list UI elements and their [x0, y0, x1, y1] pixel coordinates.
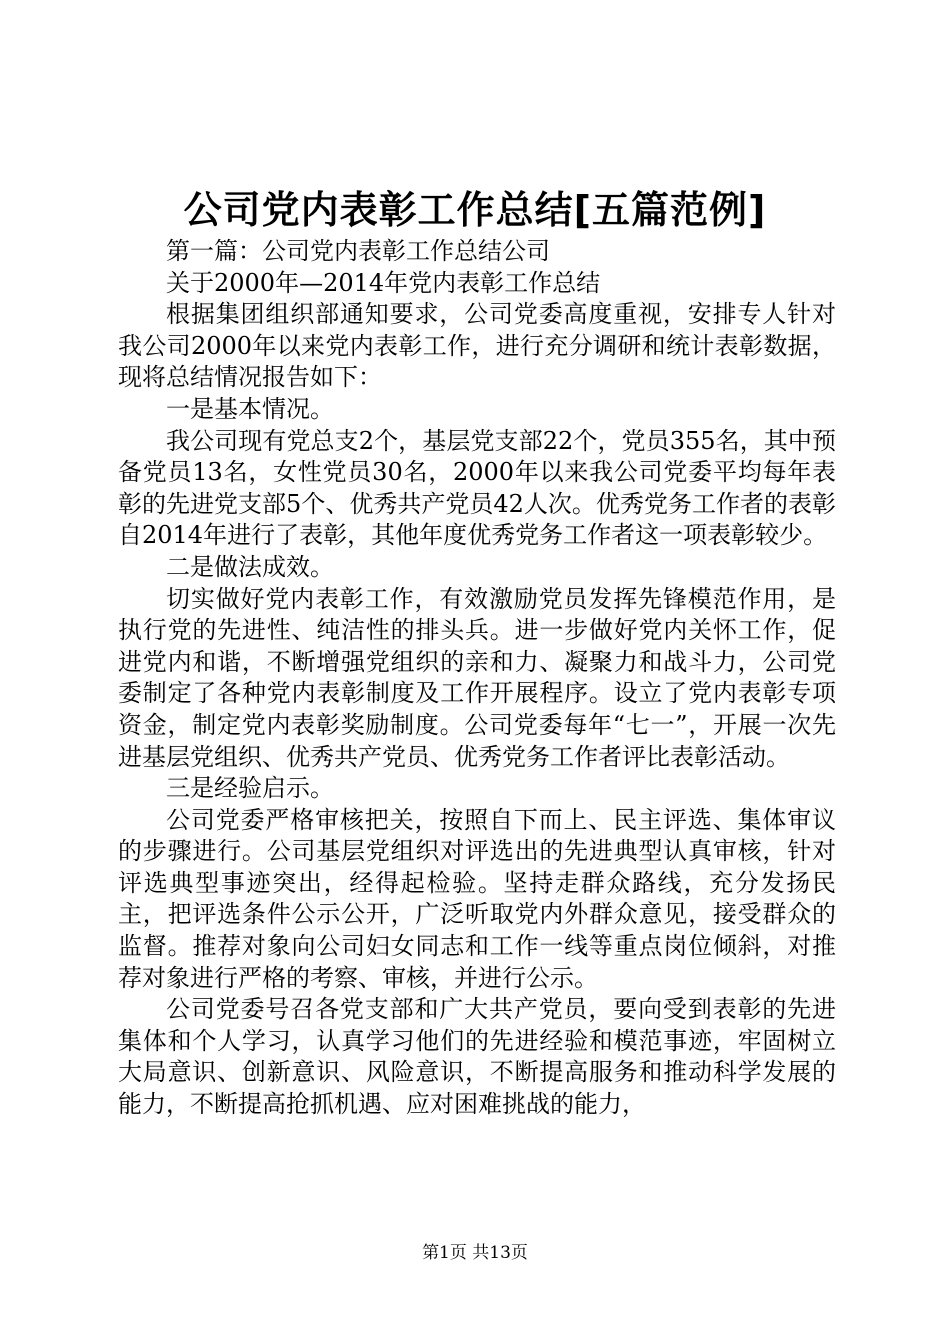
paragraph-section-methods: 二是做法成效。: [166, 552, 334, 581]
paragraph-basic-content: 我公司现有党总支2个，基层党支部22个，党员355名，其中预备党员13名，女性党员30名，2000年以来我公司党委平均每年表彰的先进党支部5个、优秀共产党员42人次。优秀党务工作者的表彰自2014年进行了表彰，其他年度优秀党务工作者这一项表彰较少。: [118, 426, 836, 550]
paragraph-section-basic: 一是基本情况。: [166, 394, 334, 423]
paragraph-methods-content: 切实做好党内表彰工作，有效激励党员发挥先锋模范作用，是执行党的先进性、纯洁性的排头兵。进一步做好党内关怀工作，促进党内和谐，不断增强党组织的亲和力、凝聚力和战斗力，公司党委制定了各种党内表彰制度及工作开展程序。设立了党内表彰专项资金，制定党内表彰奖励制度。公司党委每年“七一”，开展一次先进基层党组织、优秀共产党员、优秀党务工作者评比表彰活动。: [118, 584, 836, 771]
document-title: 公司党内表彰工作总结[五篇范例]: [183, 188, 767, 232]
paragraph-intro: 根据集团组织部通知要求，公司党委高度重视，安排专人针对我公司2000年以来党内表彰工作，进行充分调研和统计表彰数据，现将总结情况报告如下：: [118, 300, 836, 392]
paragraph-section-experience: 三是经验启示。: [166, 774, 334, 803]
paragraph-experience-content: 公司党委严格审核把关，按照自下而上、民主评选、集体审议的步骤进行。公司基层党组织对评选出的先进典型认真审核，针对评选典型事迹突出，经得起检验。坚持走群众路线，充分发扬民主，把评选条件公示公开，广泛听取党内外群众意见，接受群众的监督。推荐对象向公司妇女同志和工作一线等重点岗位倾斜，对推荐对象进行严格的考察、审核，并进行公示。: [118, 805, 836, 992]
paragraph-report-title: 关于2000年—2014年党内表彰工作总结: [166, 268, 601, 297]
paragraph-part-heading: 第一篇：公司党内表彰工作总结公司: [166, 237, 550, 265]
paragraph-call-to-action: 公司党委号召各党支部和广大共产党员，要向受到表彰的先进集体和个人学习，认真学习他们的先进经验和模范事迹，牢固树立大局意识、创新意识、风险意识，不断提高服务和推动科学发展的能力，不断提高抢抓机遇、应对困难挑战的能力，: [118, 995, 836, 1119]
document-body: [118, 236, 836, 1121]
page-number-footer: 第1页 共13页: [422, 1243, 528, 1263]
